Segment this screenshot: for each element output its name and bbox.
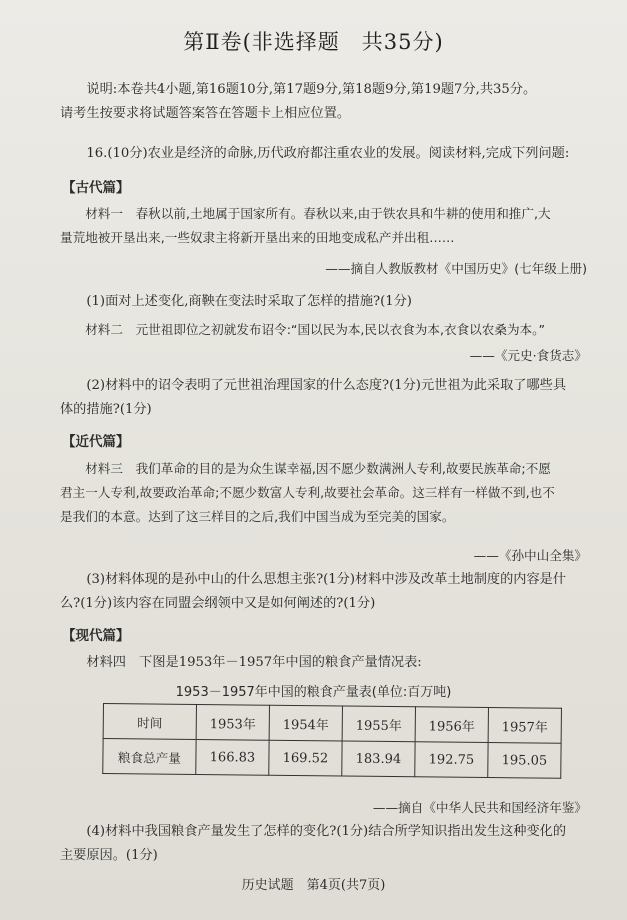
table-row	[103, 739, 561, 779]
section-title: 第Ⅱ卷(非选择题 共35分)	[183, 30, 444, 54]
table-cell: 192.75	[415, 742, 488, 778]
instructions-line-2: 请考生按要求将试题答案答在答题卡上相应位置。	[60, 106, 351, 121]
instructions-line-1: 说明:本卷共4小题,第16题10分,第17题9分,第18题9分,第19题7分,共35分。	[86, 82, 537, 97]
material-3-line-1: 材料三 我们革命的目的是为众生谋幸福,因不愿少数满洲人专利,故要民族革命;不愿	[85, 461, 551, 476]
material-3-source: ——《孙中山全集》	[473, 548, 587, 563]
grain-output-table	[102, 703, 562, 779]
question-16-1: (1)面对上述变化,商鞅在变法时采取了怎样的措施?(1分)	[86, 294, 412, 309]
table-header-cell: 1955年	[342, 706, 415, 742]
material-3-line-2: 君主一人专利,故要政治革命;不愿少数富人专利,故要社会革命。这三样有一样做不到,也不	[60, 485, 555, 500]
material-3-line-3: 是我们的本意。达到了这三样目的之后,我们中国当成为至完美的国家。	[60, 509, 455, 524]
question-16-4-line-1: (4)材料中我国粮食产量发生了怎样的变化?(1分)结合所学知识指出发生这种变化的	[86, 824, 567, 839]
table-header-cell: 1954年	[269, 705, 342, 741]
question-16-3	[60, 568, 590, 616]
table-header-cell: 1956年	[415, 707, 488, 743]
question-16-4	[60, 820, 590, 868]
material-2-source: ——《元史·食货志》	[469, 348, 587, 363]
question-16-2-line-1: (2)材料中的诏令表明了元世祖治理国家的什么态度?(1分)元世祖为此采取了哪些具	[86, 378, 567, 393]
table-header-row	[103, 704, 561, 744]
table-header-cell: 时间	[103, 704, 196, 740]
question-16-2-line-2: 体的措施?(1分)	[60, 402, 152, 417]
question-16-stem: 16.(10分)农业是经济的命脉,历代政府都注重农业的发展。阅读材料,完成下列问题:	[86, 146, 570, 161]
table-cell: 183.94	[342, 741, 415, 777]
material-2: 材料二 元世祖即位之初就发布诏令:“国以民为本,民以衣食为本,衣食以农桑为本。”	[85, 322, 545, 337]
question-16-4-line-2: 主要原因。(1分)	[60, 848, 158, 863]
material-1-line-2: 量荒地被开垦出来,一些奴隶主将新开垦出来的田地变成私产并出租……	[60, 230, 455, 245]
material-4-source: ——摘自《中华人民共和国经济年鉴》	[372, 800, 587, 815]
instructions	[60, 78, 590, 126]
material-1	[60, 202, 590, 250]
table-cell: 169.52	[269, 740, 342, 776]
question-16-2	[60, 374, 590, 422]
table-cell: 166.83	[196, 739, 269, 775]
table-header-cell: 1957年	[488, 708, 561, 744]
material-1-line-1: 材料一 春秋以前,土地属于国家所有。春秋以来,由于铁农具和牛耕的使用和推广,大	[85, 206, 551, 221]
question-16-3-line-1: (3)材料体现的是孙中山的什么思想主张?(1分)材料中涉及改革土地制度的内容是什	[86, 572, 567, 587]
page-footer: 历史试题 第4页(共7页)	[241, 878, 386, 893]
table-caption: 1953－1957年中国的粮食产量表(单位:百万吨)	[175, 685, 452, 700]
modern-section-header: 【近代篇】	[62, 434, 130, 450]
table-cell: 粮食总产量	[103, 739, 196, 775]
material-3	[60, 457, 590, 529]
table-header-cell: 1953年	[196, 704, 269, 740]
table-cell: 195.05	[488, 743, 561, 779]
material-1-source: ——摘自人教版教材《中国历史》(七年级上册)	[325, 261, 587, 276]
contemporary-section-header: 【现代篇】	[62, 628, 130, 644]
question-16-3-line-2: 么?(1分)该内容在同盟会纲领中又是如何阐述的?(1分)	[60, 596, 376, 611]
material-4: 材料四 下图是1953年－1957年中国的粮食产量情况表:	[86, 655, 422, 670]
ancient-section-header: 【古代篇】	[62, 180, 130, 196]
